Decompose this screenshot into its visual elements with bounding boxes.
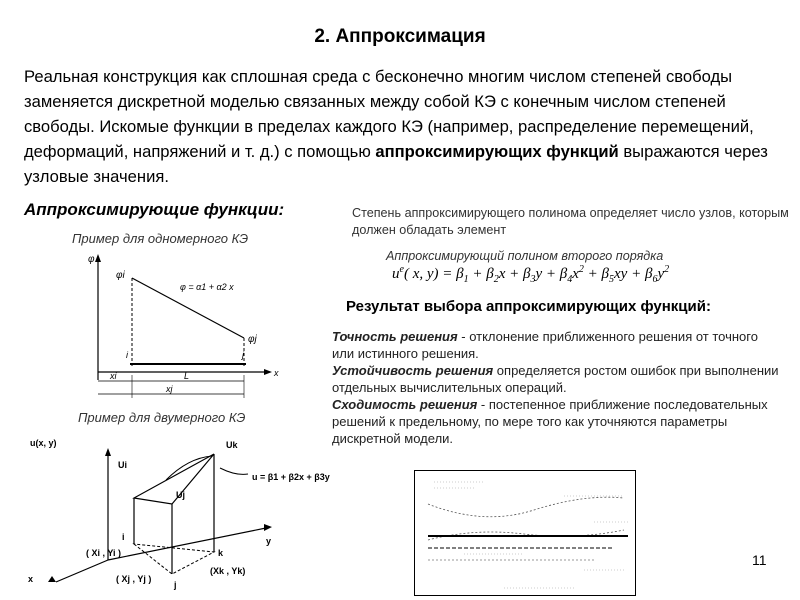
result-heading: Результат выбора аппроксимирующих функций: (346, 298, 711, 315)
convergence-sketch (414, 470, 636, 596)
def-accuracy-text: - отклонение приближенного решения от точного или истинного решения. (332, 329, 758, 361)
intro-bold-term: аппроксимирующих функций (375, 142, 619, 161)
node-i-coords: ( Xi , Yi ) (86, 548, 122, 558)
approx-functions-heading: Аппроксимирующие функции: (24, 200, 285, 219)
def-convergence-text: - постепенное приближение последовательных решений к предельному, по мере того как уточняются параметры дискретной модели. (332, 397, 768, 446)
phi-j-label: φj (248, 334, 257, 345)
ui-label: Ui (118, 460, 127, 470)
node-j-label: j (242, 350, 244, 360)
def-stability-text: определяется ростом ошибок при выполнении отдельных вычислительных операций. (332, 363, 779, 395)
diagram-1d-element (86, 250, 286, 405)
intro-text-2: выражаются через узловые значения. (24, 142, 768, 186)
linear-function-label: φ = α1 + α2 x (180, 282, 234, 292)
diagram-2d-element (26, 432, 356, 594)
def-stability-term: Устойчивость решения (332, 363, 494, 378)
node-i-label: i (126, 350, 128, 360)
y-axis-label: y (266, 536, 272, 546)
node-i-label-2d: i (122, 532, 125, 542)
phi-i-label: φi (116, 270, 125, 281)
polynomial-degree-note: Степень аппроксимирующего полинома определяет число узлов, которым должен обладать элемент (352, 206, 789, 237)
def-convergence-term: Сходимость решения (332, 397, 478, 412)
node-k-label-2d: k (218, 548, 224, 558)
phi-axis-label: φ (88, 254, 95, 265)
polynomial-formula: $u^e$( x, $y) = \beta_1 + \beta_2x + \beta_3y + \beta_4x^2 + \beta_5xy + \beta_6y^2$ (392, 264, 670, 285)
intro-text-1: Реальная конструкция как сплошная среда с бесконечно многим числом степеней свободы заменяется дискретной моделью связанных между собой КЭ с конечным числом степеней свободы. Искомые функции в пределах каждого КЭ (например, распределение перемещений, деформаций, напряжений и т. д.) с помощью (24, 67, 754, 161)
node-j-coords: ( Xj , Yj ) (116, 574, 152, 584)
node-k-coords: (Xk , Yk) (210, 566, 246, 576)
definitions-block (332, 328, 782, 447)
xi-label: xi (110, 371, 117, 381)
node-j-label-2d: j (174, 580, 177, 590)
x-axis-label: x (274, 368, 279, 378)
caption-1d-example: Пример для одномерного КЭ (72, 231, 249, 246)
def-accuracy-term: Точность решения (332, 329, 458, 344)
xj-label: xj (166, 384, 173, 394)
uk-label: Uk (226, 440, 238, 450)
page-number: 11 (752, 552, 767, 568)
caption-2d-example: Пример для двумерного КЭ (78, 410, 246, 425)
intro-paragraph (24, 64, 784, 189)
uj-label: Uj (176, 490, 185, 500)
length-label: L (184, 371, 190, 381)
slide-title: 2. Аппроксимация (314, 26, 486, 47)
u-axis-label: u(x, y) (30, 438, 57, 448)
caption-second-order-polynomial: Аппроксимирующий полином второго порядка (386, 249, 664, 263)
plane-function-label: u = β1 + β2x + β3y (252, 472, 330, 482)
x-axis-label-2d: x (28, 574, 34, 584)
